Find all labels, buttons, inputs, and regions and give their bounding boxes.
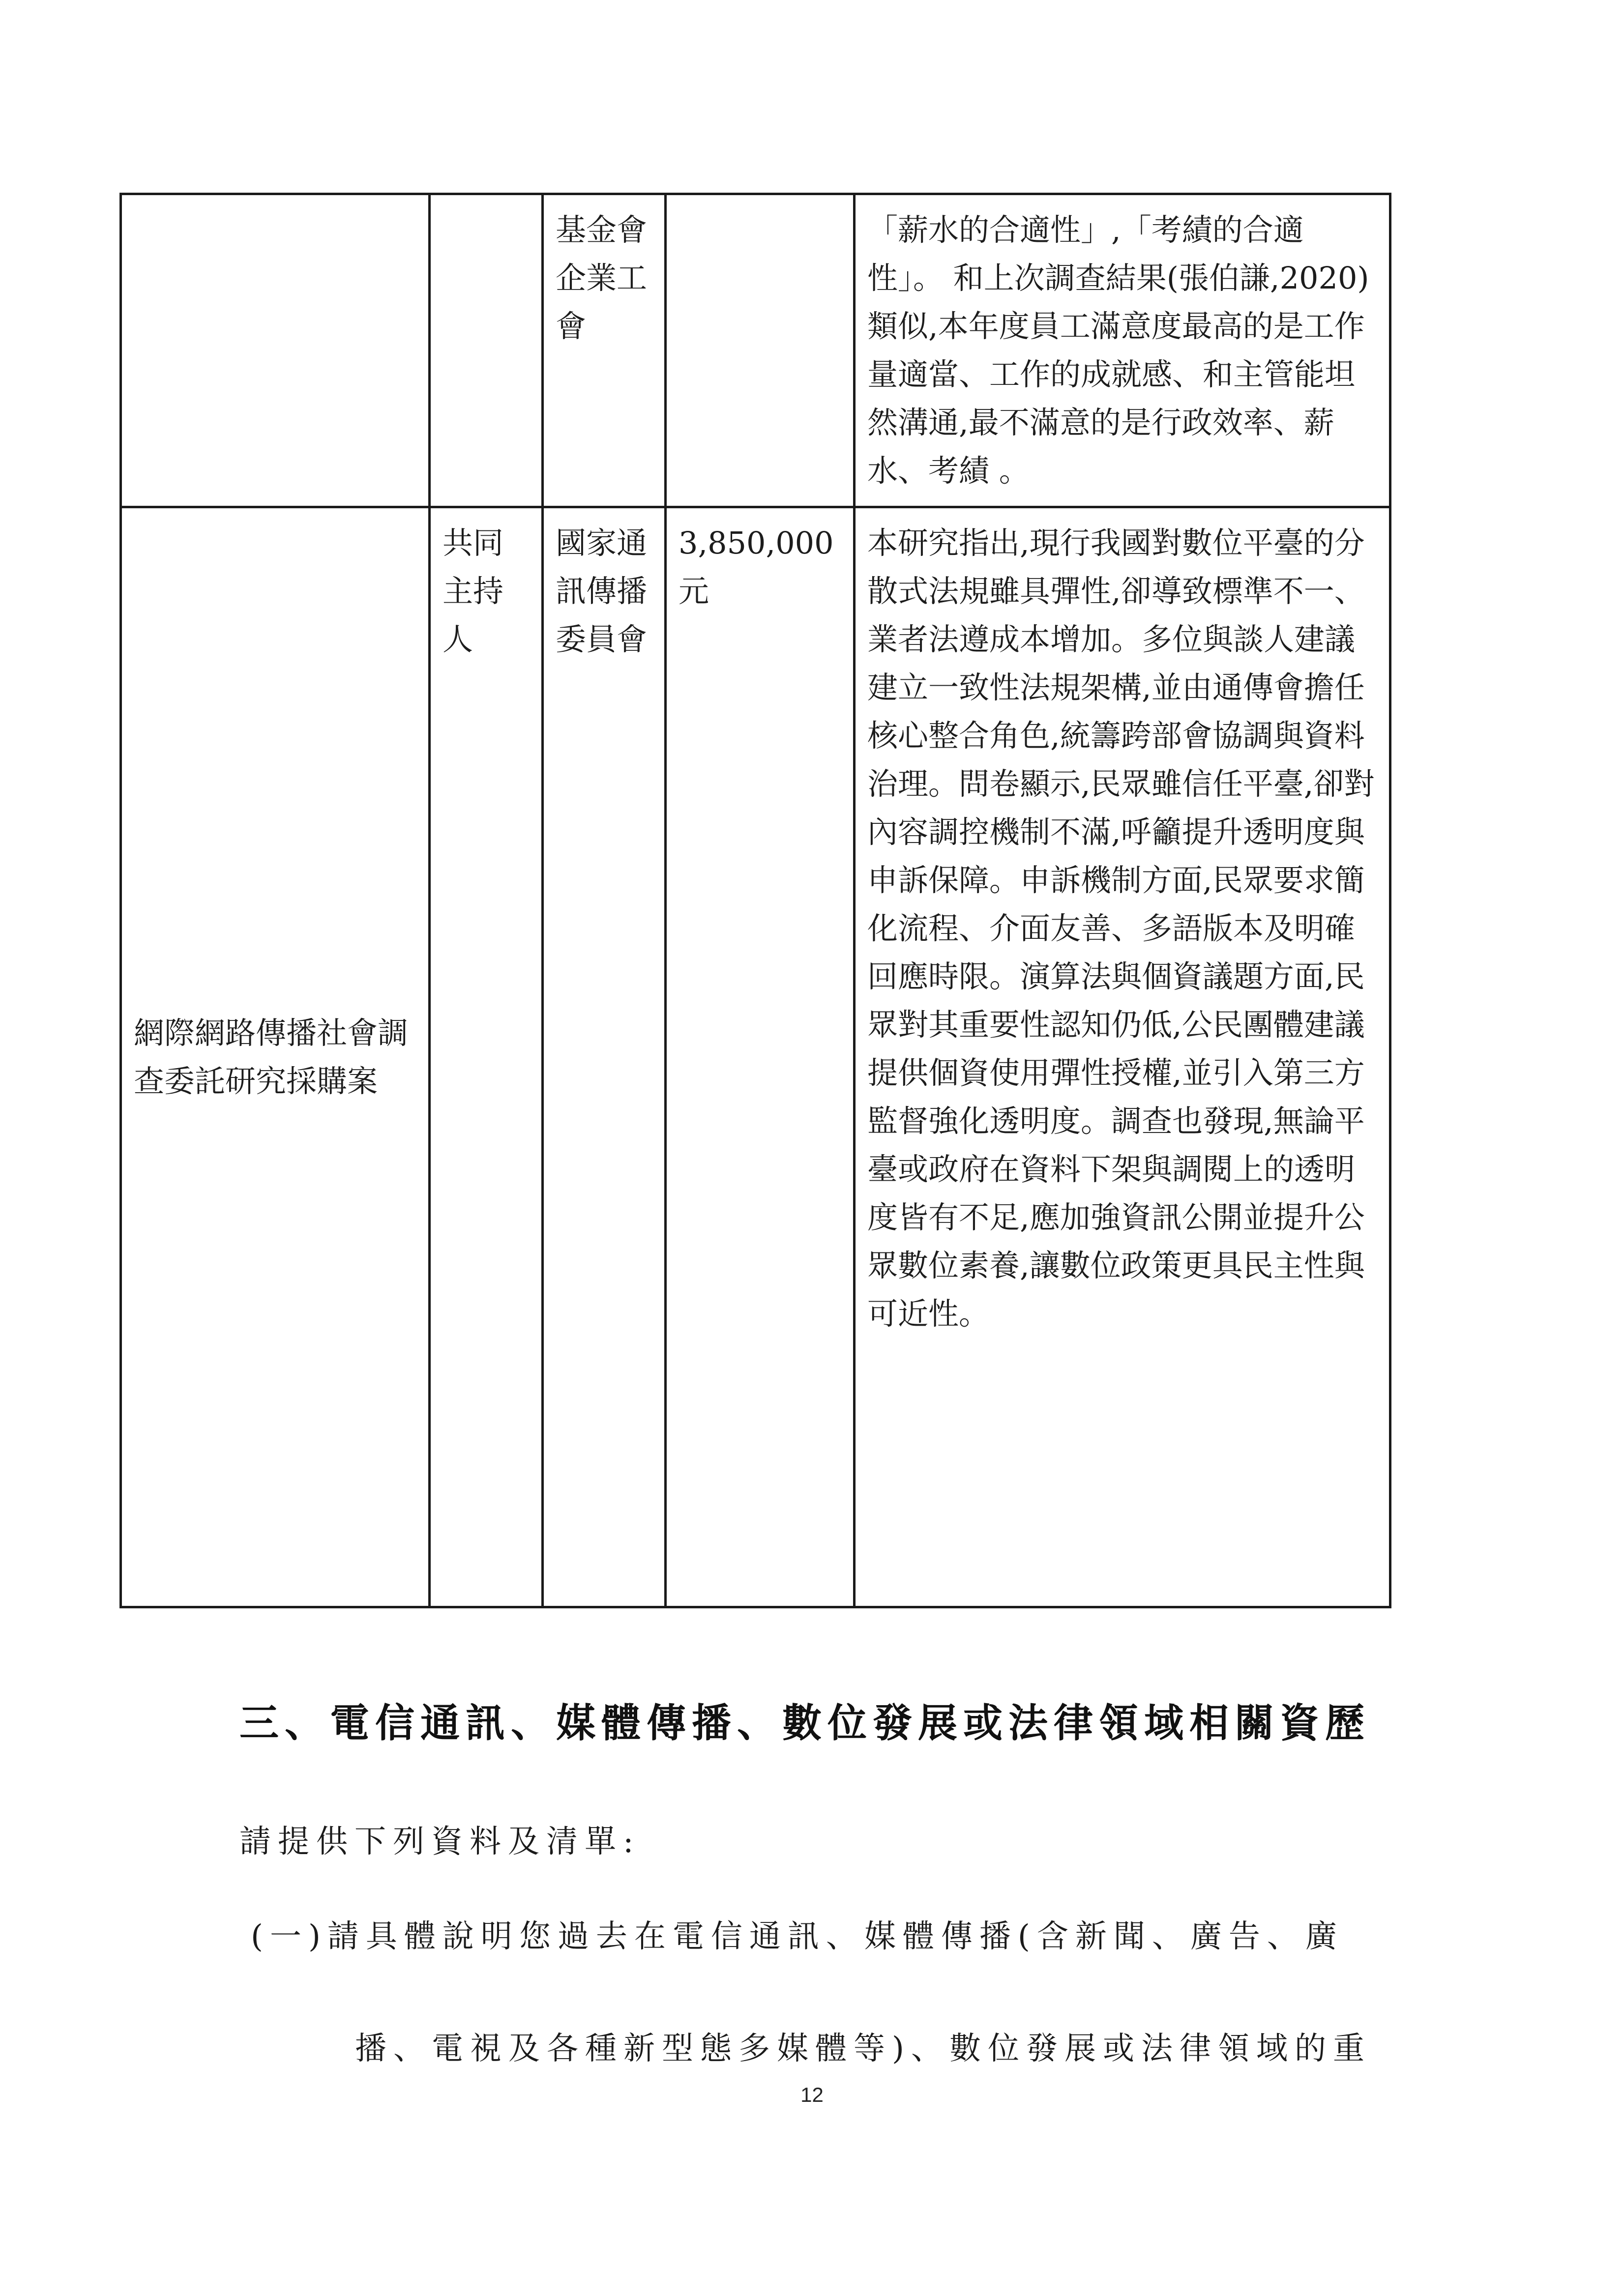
- agency-cell: [543, 194, 666, 507]
- section-heading: 三、電信通訊、媒體傳播、數位發展或法律領域相關資歷: [239, 1700, 1370, 1746]
- role-cell: [430, 194, 543, 507]
- agency-cell: [543, 507, 666, 1607]
- project-name-cell: [121, 194, 430, 507]
- amount-cell: [666, 507, 855, 1607]
- table-row: [121, 507, 1390, 1607]
- item-one-line-one: (一)請具體說明您過去在電信通訊、媒體傳播(含新聞、廣告、廣: [251, 1918, 1344, 1955]
- experience-table-container: [119, 193, 1389, 1555]
- table-row: [121, 194, 1390, 507]
- experience-table: [119, 193, 1391, 1608]
- role-cell: [430, 507, 543, 1607]
- item-one-line-two: 播、電視及各種新型態多媒體等)、數位發展或法律領域的重: [355, 2031, 1371, 2067]
- role: 共同主持人: [443, 525, 504, 657]
- amount: 3,850,000元: [679, 525, 834, 609]
- agency: 基金會企業工會: [556, 212, 648, 344]
- agency: 國家通訊傳播委員會: [556, 525, 648, 657]
- summary-cell: [855, 194, 1390, 507]
- summary: 「薪水的合適性」,「考績的合適性」。 和上次調查結果(張伯謙,2020)類似,本年度員工滿意度最高的是工作量適當、工作的成就感、和主管能坦然溝通,最不滿意的是行政效率、薪水、考績 。: [867, 212, 1369, 489]
- summary: 本研究指出,現行我國對數位平臺的分散式法規雖具彈性,卻導致標準不一、業者法遵成本增加。多位與談人建議建立一致性法規架構,並由通傳會擔任核心整合角色,統籌跨部會協調與資料治理。問卷顯示,民眾雖信任平臺,卻對內容調控機制不滿,呼籲提升透明度與申訴保障。申訴機制方面,民眾要求簡化流程、介面友善、多語版本及明確回應時限。演算法與個資議題方面,民眾對其重要性認知仍低,公民團體建議提供個資使用彈性授權,並引入第三方監督強化透明度。調查也發現,無論平臺或政府在資料下架與調閱上的透明度皆有不足,應加強資訊公開並提升公眾數位素養,讓數位政策更具民主性與可近性。: [867, 525, 1375, 1332]
- page-number: 12: [800, 2083, 824, 2106]
- project-name: 網際網路傳播社會調查委託研究採購案: [134, 1015, 409, 1099]
- amount-cell: [666, 194, 855, 507]
- summary-cell: [855, 507, 1390, 1607]
- section-intro: 請提供下列資料及清單:: [239, 1824, 641, 1860]
- project-name-cell: [121, 507, 430, 1607]
